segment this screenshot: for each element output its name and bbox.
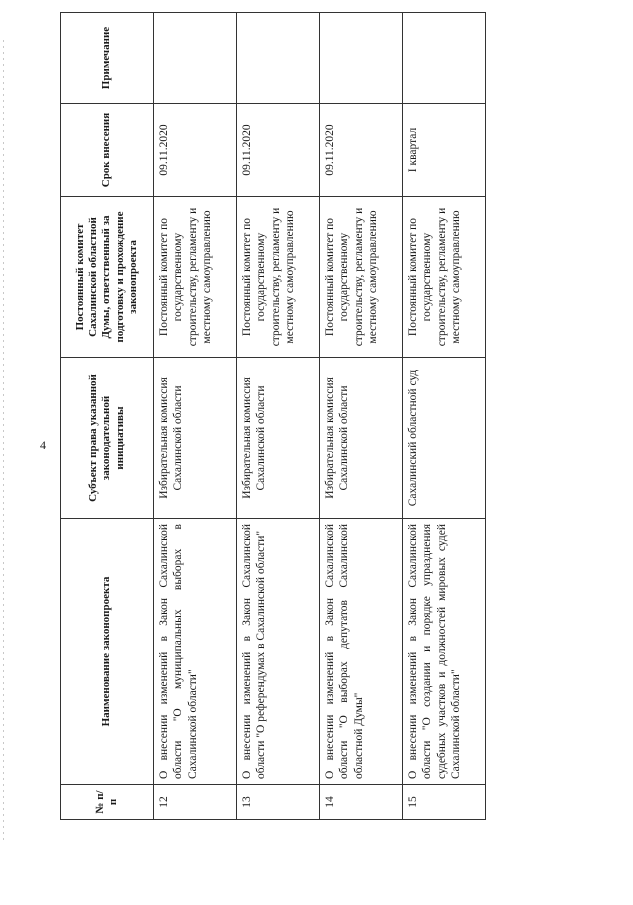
- cell-num: 12: [154, 785, 237, 820]
- cell-committee: Постоянный комитет по государственному строительству, регламенту и местному самоуправлению: [154, 197, 237, 358]
- header-name: Наименование законопроекта: [61, 519, 154, 785]
- rotated-page: [60, 26, 475, 820]
- cell-subject: Избирательная комиссия Сахалинской области: [154, 358, 237, 519]
- header-subject: Субъект права указанной законодательной инициативы: [61, 358, 154, 519]
- legislation-plan-table: [60, 12, 486, 820]
- table-row: [237, 13, 320, 820]
- cell-num: 13: [237, 785, 320, 820]
- cell-term: 09.11.2020: [154, 104, 237, 197]
- table-row: [403, 13, 486, 820]
- page-number: 4: [40, 438, 46, 452]
- cell-name: О внесении изменений в Закон Сахалинской области "О выборах депутатов Сахалинской областной Думы": [320, 519, 403, 785]
- cell-name: О внесении изменений в Закон Сахалинской области "О муниципальных выборах в Сахалинской области": [154, 519, 237, 785]
- table-row: [320, 13, 403, 820]
- cell-name: О внесении изменений в Закон Сахалинской области "О референдумах в Сахалинской области": [237, 519, 320, 785]
- page-content: [60, 26, 475, 820]
- cell-committee: Постоянный комитет по государственному строительству, регламенту и местному самоуправлению: [237, 197, 320, 358]
- cell-term: 09.11.2020: [320, 104, 403, 197]
- cell-num: 15: [403, 785, 486, 820]
- header-note: Примечание: [61, 13, 154, 104]
- header-term: Срок внесения: [61, 104, 154, 197]
- cell-note: [403, 13, 486, 104]
- cell-subject: Сахалинский областной суд: [403, 358, 486, 519]
- cell-num: 14: [320, 785, 403, 820]
- header-num: № п/п: [61, 785, 154, 820]
- cell-subject: Избирательная комиссия Сахалинской области: [320, 358, 403, 519]
- cell-note: [320, 13, 403, 104]
- cell-subject: Избирательная комиссия Сахалинской области: [237, 358, 320, 519]
- cell-committee: Постоянный комитет по государственному строительству, регламенту и местному самоуправлению: [320, 197, 403, 358]
- cell-term: I квартал: [403, 104, 486, 197]
- cell-note: [237, 13, 320, 104]
- cell-name: О внесении изменений в Закон Сахалинской области "О создании и порядке упразднения судебных участков и должностей мировых судей Сахалинской области": [403, 519, 486, 785]
- cell-committee: Постоянный комитет по государственному строительству, регламенту и местному самоуправлению: [403, 197, 486, 358]
- header-committee: Постоянный комитет Сахалинской областной Думы, ответственный за подготовку и прохождение законопроекта: [61, 197, 154, 358]
- table-header-row: [61, 13, 154, 820]
- scan-edge-artifact: [3, 40, 4, 840]
- cell-term: 09.11.2020: [237, 104, 320, 197]
- table-row: [154, 13, 237, 820]
- cell-note: [154, 13, 237, 104]
